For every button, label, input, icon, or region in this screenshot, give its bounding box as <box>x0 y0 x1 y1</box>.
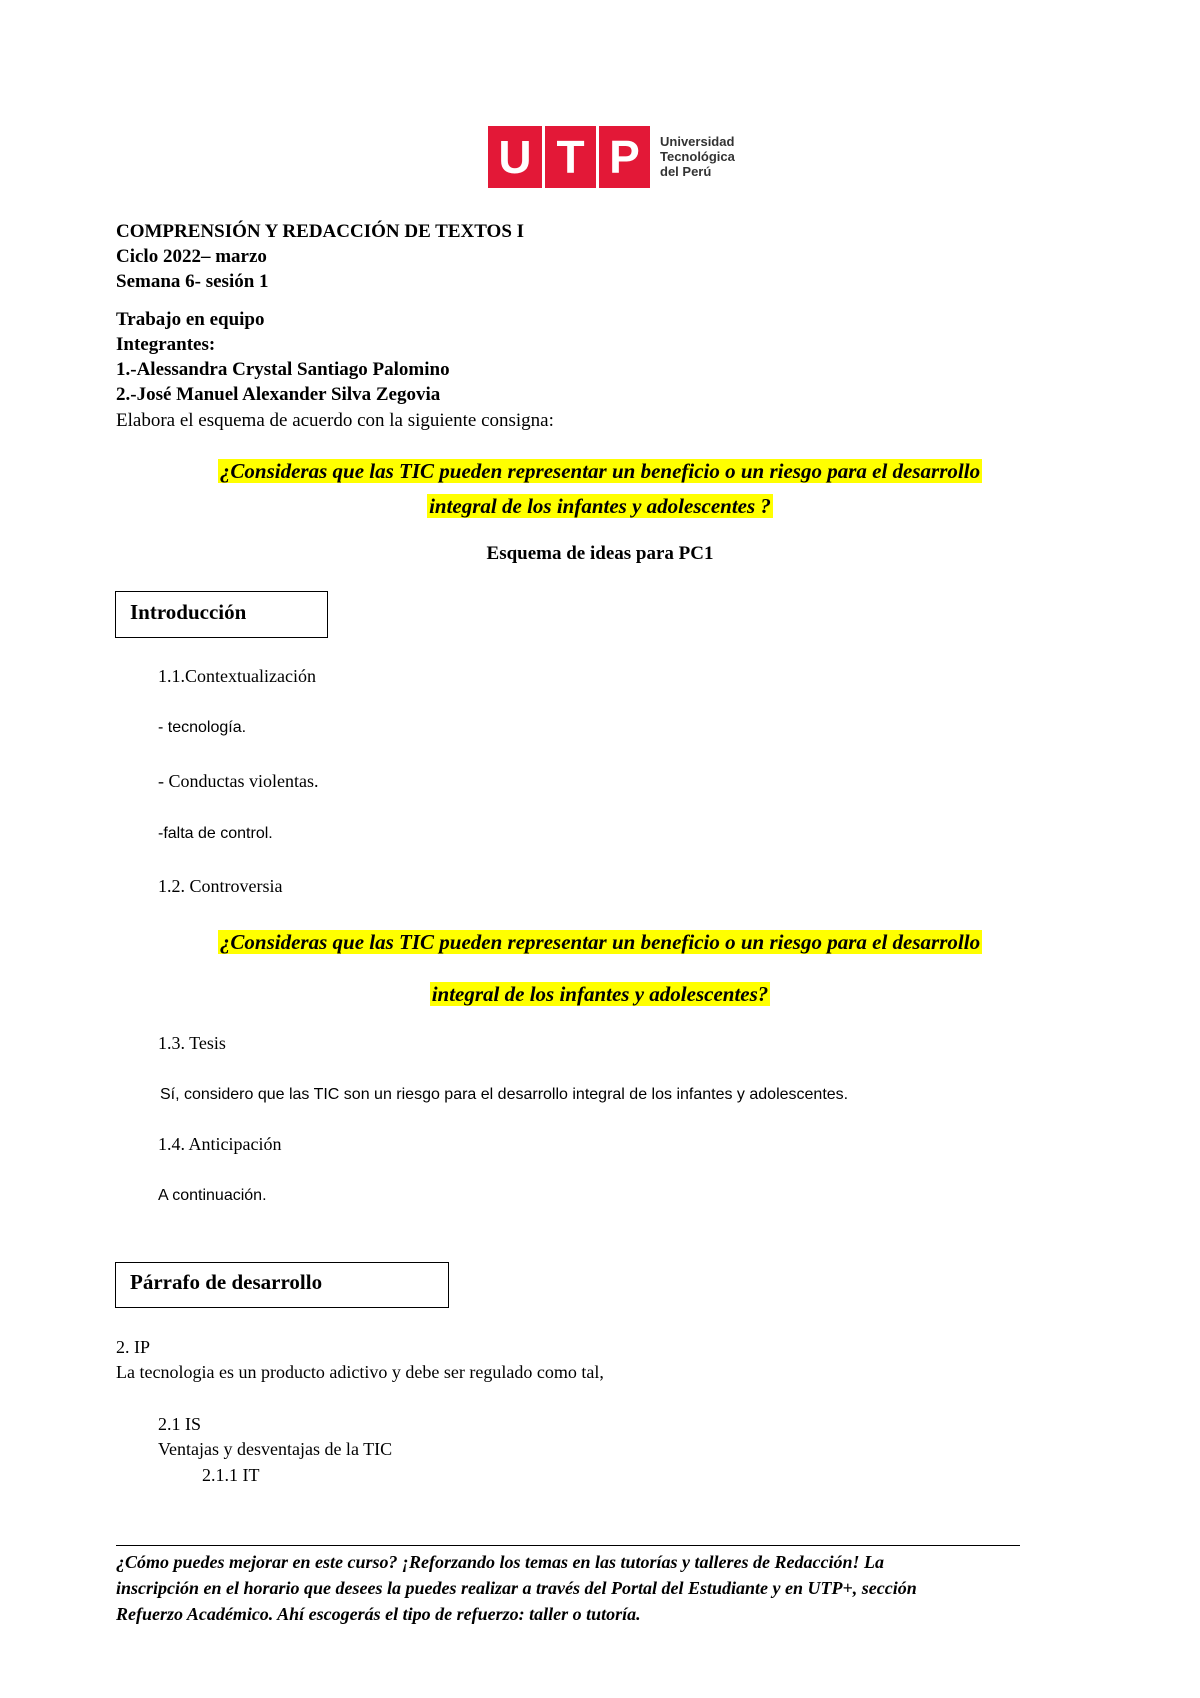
question-repeat-line-1 <box>0 930 1200 955</box>
course-session: Semana 6- sesión 1 <box>116 271 269 292</box>
logo-letter-p: P <box>609 131 640 183</box>
document-header <box>116 219 524 294</box>
utp-logo <box>488 126 740 188</box>
question-text: ¿Consideras que las TIC pueden representar un beneficio o un riesgo para el desarrollo <box>219 930 981 954</box>
footer-line: Refuerzo Académico. Ahí escogerás el tipo de refuerzo: taller o tutoría. <box>116 1604 641 1624</box>
course-cycle: Ciclo 2022– marzo <box>116 246 267 267</box>
it-heading: 2.1.1 IT <box>202 1465 260 1485</box>
question-text: ¿Consideras que las TIC pueden representar un beneficio o un riesgo para el desarrollo <box>219 459 981 483</box>
intro-box-label: Introducción <box>130 600 247 624</box>
is-text: Ventajas y desventajas de la TIC <box>158 1439 393 1459</box>
thesis-text: Sí, considero que las TIC son un riesgo para el desarrollo integral de los infantes y adolescentes. <box>160 1086 849 1103</box>
logo-text <box>660 134 735 179</box>
member-2: 2.-José Manuel Alexander Silva Zegovia <box>116 384 441 405</box>
contextualization-heading: 1.1.Contextualización <box>158 666 316 686</box>
schema-title: Esquema de ideas para PC1 <box>486 543 714 564</box>
footer-line: inscripción en el horario que desees la puedes realizar a través del Portal del Estudiante y en UTP+, sección <box>116 1578 917 1598</box>
footer-divider <box>116 1545 1020 1546</box>
logo-letter-t: T <box>556 131 585 183</box>
logo-letter-u: U <box>498 131 532 183</box>
anticipation-text: A continuación. <box>158 1187 267 1204</box>
question-text: integral de los infantes y adolescentes ? <box>429 494 771 518</box>
ip-heading: 2. IP <box>116 1337 151 1357</box>
question-line-2 <box>0 494 1200 519</box>
logo-text-line: Universidad <box>660 134 735 149</box>
anticipation-heading: 1.4. Anticipación <box>158 1134 282 1154</box>
is-heading: 2.1 IS <box>158 1414 202 1434</box>
course-title: COMPRENSIÓN Y REDACCIÓN DE TEXTOS I <box>116 221 525 242</box>
member-1: 1.-Alessandra Crystal Santiago Palomino <box>116 359 450 380</box>
question-repeat-line-2 <box>0 982 1200 1007</box>
question-text: integral de los infantes y adolescentes? <box>431 982 769 1006</box>
logo-text-line: Tecnológica <box>660 149 735 164</box>
controversy-heading: 1.2. Controversia <box>158 876 283 896</box>
development-box-label: Párrafo de desarrollo <box>130 1270 323 1294</box>
footer-note <box>116 1549 1096 1627</box>
work-type: Trabajo en equipo <box>116 309 265 330</box>
footer-line: ¿Cómo puedes mejorar en este curso? ¡Reforzando los temas en las tutorías y talleres de Redacción! La <box>116 1552 884 1572</box>
bullet-violence: - Conductas violentas. <box>158 771 319 791</box>
ip-text: La tecnologia es un producto adictivo y debe ser regulado como tal, <box>116 1362 604 1382</box>
bullet-control: -falta de control. <box>158 825 273 842</box>
instruction: Elabora el esquema de acuerdo con la siguiente consigna: <box>116 410 554 431</box>
logo-text-line: del Perú <box>660 164 712 179</box>
team-block <box>116 307 450 407</box>
members-label: Integrantes: <box>116 334 216 355</box>
bullet-technology: - tecnología. <box>158 719 247 736</box>
thesis-heading: 1.3. Tesis <box>158 1033 226 1053</box>
question-line-1 <box>0 459 1200 484</box>
